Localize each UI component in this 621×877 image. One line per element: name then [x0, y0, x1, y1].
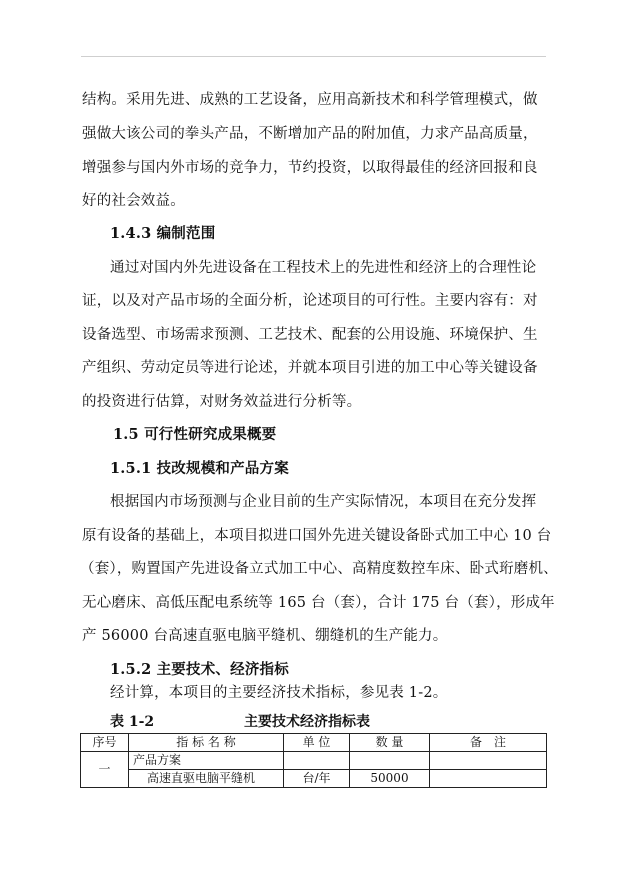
note-cell — [430, 752, 547, 770]
paragraph-line: 无心磨床、高低压配电系统等 165 台（套），合计 175 台（套），形成年 — [82, 595, 555, 611]
table-row — [81, 770, 547, 788]
paragraph-line: 证，以及对产品市场的全面分析，论述项目的可行性。主要内容有：对 — [82, 293, 538, 309]
quantity-cell: 50000 — [350, 770, 430, 788]
paragraph-line: 经计算，本项目的主要经济技术指标，参见表 1-2。 — [110, 685, 448, 701]
paragraph-line: 根据国内市场预测与企业目前的生产实际情况，本项目在充分发挥 — [110, 494, 537, 510]
section-heading-1-5-2: 1.5.2 主要技术、经济指标 — [110, 661, 289, 678]
header-cell: 备 注 — [430, 734, 547, 752]
paragraph-line: 设备选型、市场需求预测、工艺技术、配套的公用设施、环境保护、生 — [82, 327, 538, 343]
paragraph-line: 的投资进行估算，对财务效益进行分析等。 — [82, 394, 362, 410]
group-number-cell: 一 — [81, 752, 129, 788]
name-cell: 高速直驱电脑平缝机 — [129, 770, 284, 788]
note-cell — [430, 770, 547, 788]
paragraph-line: 产 56000 台高速直驱电脑平缝机、绷缝机的生产能力。 — [82, 628, 448, 644]
section-heading-1-4-3: 1.4.3 编制范围 — [110, 225, 216, 242]
header-cell: 序号 — [81, 734, 129, 752]
page-header-rule — [81, 56, 546, 57]
header-cell: 单 位 — [284, 734, 350, 752]
paragraph-line: 结构。采用先进、成熟的工艺设备，应用高新技术和科学管理模式，做 — [82, 92, 538, 108]
paragraph-line: 好的社会效益。 — [82, 193, 185, 209]
table-row — [81, 752, 547, 770]
paragraph-line: 原有设备的基础上，本项目拟进口国外先进关键设备卧式加工中心 10 台 — [82, 528, 552, 544]
name-cell: 产品方案 — [129, 752, 284, 770]
paragraph-line: 通过对国内外先进设备在工程技术上的先进性和经济上的合理性论 — [110, 260, 537, 276]
paragraph-line: 产组织、劳动定员等进行论述，并就本项目引进的加工中心等关键设备 — [82, 360, 538, 376]
section-heading-1-5: 1.5 可行性研究成果概要 — [113, 426, 277, 443]
section-heading-1-5-1: 1.5.1 技改规模和产品方案 — [110, 460, 289, 477]
paragraph-line: 增强参与国内外市场的竞争力，节约投资，以取得最佳的经济回报和良 — [82, 160, 538, 176]
quantity-cell — [350, 752, 430, 770]
paragraph-line: （套），购置国产先进设备立式加工中心、高精度数控车床、卧式珩磨机、 — [80, 561, 558, 577]
unit-cell — [284, 752, 350, 770]
unit-cell: 台/年 — [284, 770, 350, 788]
header-cell: 指 标 名 称 — [129, 734, 284, 752]
header-cell: 数 量 — [350, 734, 430, 752]
table-title: 主要技术经济指标表 — [244, 714, 370, 730]
table-header-row — [81, 734, 547, 752]
indicator-table — [80, 733, 547, 788]
paragraph-line: 强做大该公司的拳头产品，不断增加产品的附加值，力求产品高质量， — [82, 126, 538, 142]
table-label: 表 1-2 — [110, 714, 155, 730]
